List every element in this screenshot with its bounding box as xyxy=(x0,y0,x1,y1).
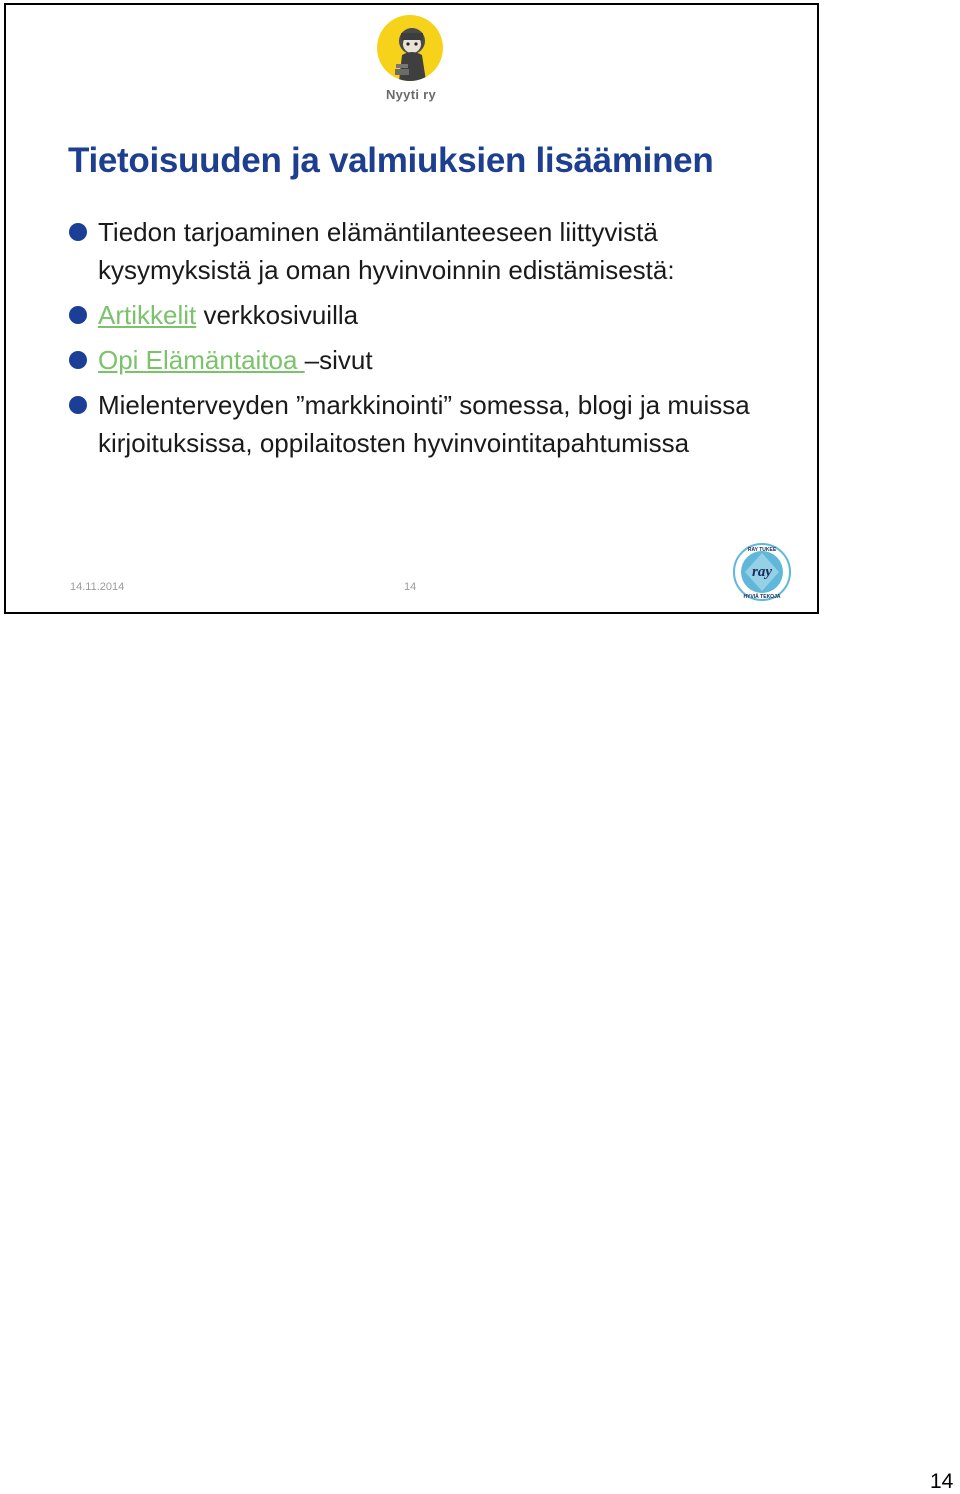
bullet-dot-icon xyxy=(69,223,87,241)
bullet-item xyxy=(68,341,808,379)
bullet-text: Mielenterveyden ”markkinointi” somessa, blogi ja muissa kirjoituksissa, oppilaitosten hyvinvointitapahtumissa xyxy=(98,390,750,458)
bullet-dot-icon xyxy=(69,351,87,369)
bullet-list xyxy=(68,213,808,469)
slide xyxy=(4,3,819,614)
bullet-text: –sivut xyxy=(304,345,373,375)
footer-slide-number: 14 xyxy=(404,581,417,593)
logo-text: Nyyti ry xyxy=(385,87,437,102)
logo-circle xyxy=(377,15,443,81)
footer-date: 14.11.2014 xyxy=(70,581,125,593)
bullet-text: verkkosivuilla xyxy=(196,300,359,330)
bullet-text: Tiedon tarjoaminen elämäntilanteeseen liittyvistä kysymyksistä ja oman hyvinvoinnin edistämisestä: xyxy=(98,217,675,285)
ray-bottom-text: HYVIÄ TEKOJA xyxy=(743,594,781,600)
ray-text: ray xyxy=(752,564,772,580)
artikkelit-link[interactable]: Artikkelit xyxy=(98,300,197,330)
opi-elamantaitoa-link[interactable]: Opi Elämäntaitoa xyxy=(98,345,305,375)
slide-title: Tietoisuuden ja valmiuksien lisääminen xyxy=(68,141,714,180)
page-number: 14 xyxy=(930,1470,954,1493)
bullet-dot-icon xyxy=(69,306,87,324)
bullet-item xyxy=(68,213,808,289)
bullet-item xyxy=(68,296,808,334)
ray-logo-icon xyxy=(733,543,791,601)
character-icon xyxy=(377,15,443,81)
bullet-item xyxy=(68,386,808,462)
ray-top-text: RAY TUKEE xyxy=(747,547,777,553)
bullet-dot-icon xyxy=(69,396,87,414)
nyyti-logo xyxy=(376,15,446,107)
